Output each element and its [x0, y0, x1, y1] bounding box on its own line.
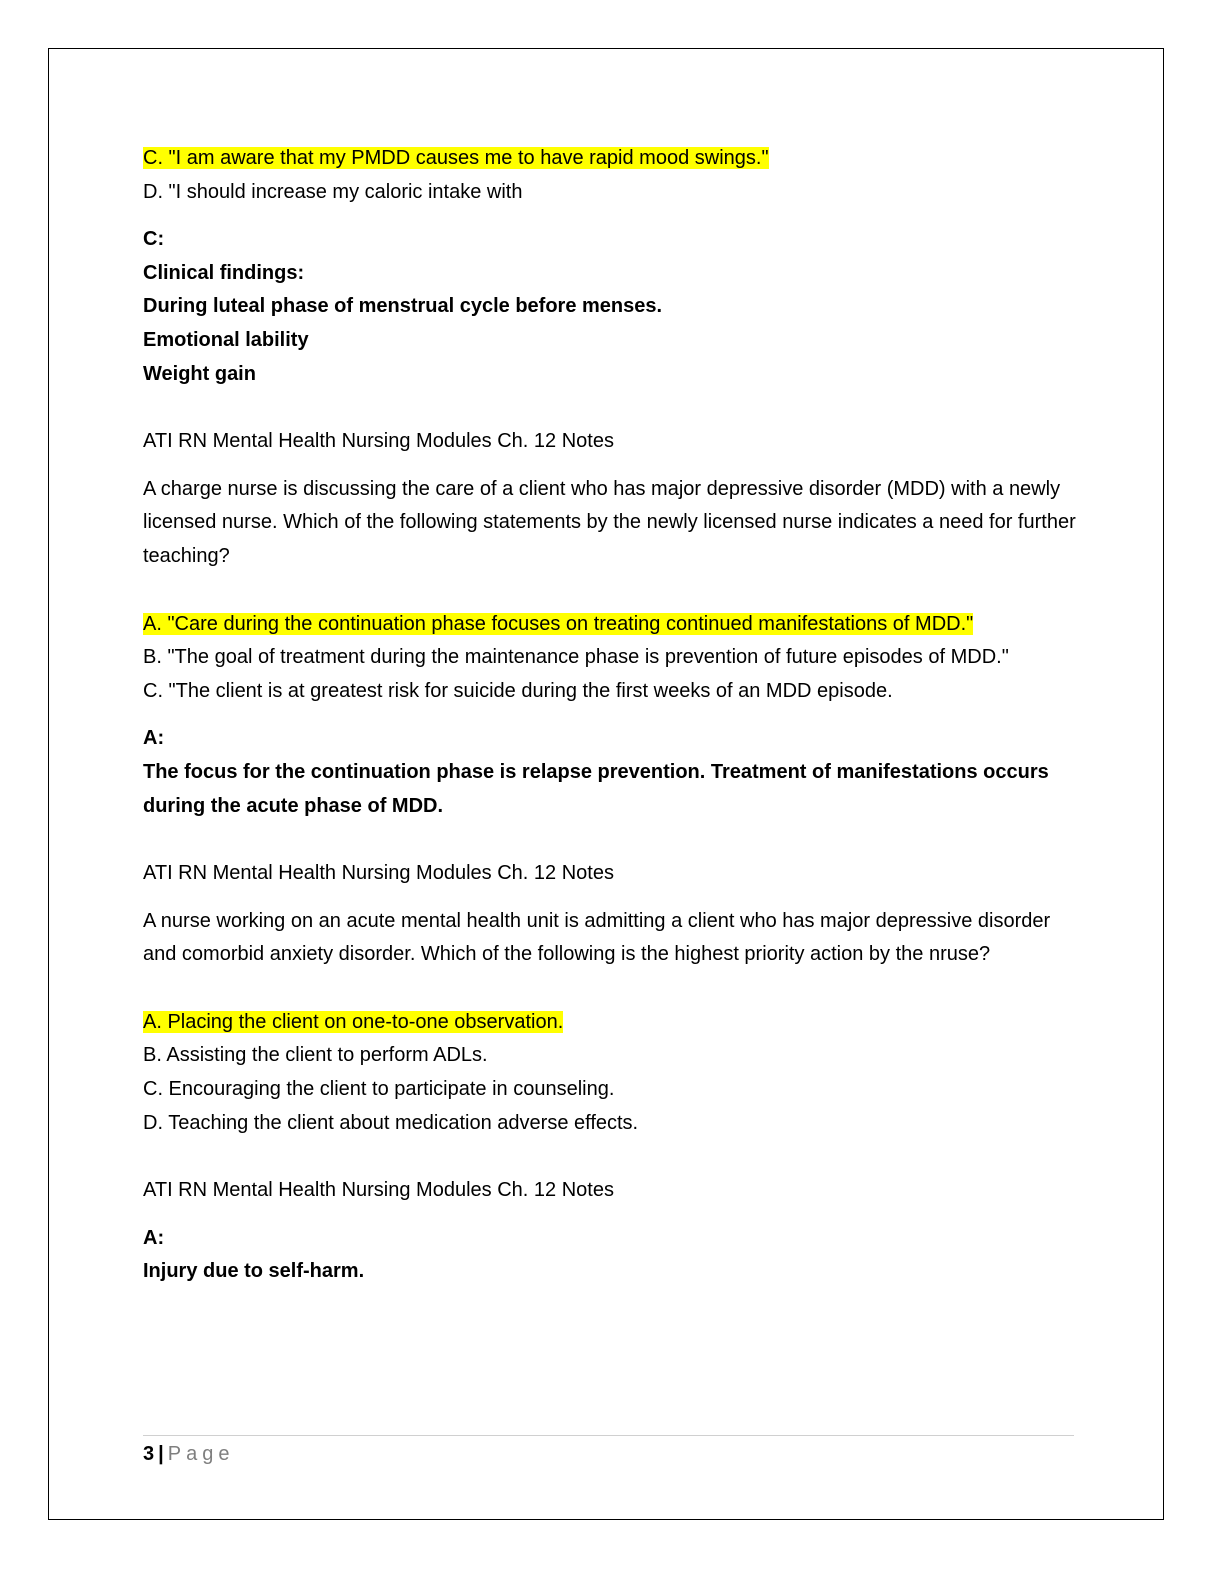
a3-label: A:	[143, 1226, 165, 1249]
q2-option-a	[143, 608, 1078, 642]
a2-label: A:	[143, 727, 165, 750]
footer-separator: |	[158, 1443, 164, 1465]
q1-option-d: D. "I should increase my caloric intake with	[143, 180, 523, 203]
source-reference: ATI RN Mental Health Nursing Modules Ch. 12 Notes	[143, 862, 614, 885]
source-reference: ATI RN Mental Health Nursing Modules Ch. 12 Notes	[143, 430, 614, 453]
document-body	[143, 142, 1078, 1289]
q3-option-c: C. Encouraging the client to participate in counseling.	[143, 1078, 615, 1101]
a1-line: During luteal phase of menstrual cycle before menses.	[143, 295, 663, 318]
q2-option-b: B. "The goal of treatment during the maintenance phase is prevention of future episodes of MDD."	[143, 646, 1009, 669]
page-footer	[143, 1440, 234, 1468]
answer-highlight: C. "I am aware that my PMDD causes me to have rapid mood swings."	[143, 147, 769, 169]
page-number: 3	[143, 1443, 155, 1465]
q3-option-a	[143, 1006, 1078, 1040]
q2-option-c: C. "The client is at greatest risk for suicide during the first weeks of an MDD episode.	[143, 679, 893, 702]
q3-option-d: D. Teaching the client about medication adverse effects.	[143, 1111, 639, 1134]
q3-stem: A nurse working on an acute mental health unit is admitting a client who has major depressive disorder and comorbid anxiety disorder. Which of the following is the highest priority action by the nruse?	[143, 909, 1051, 966]
footer-divider	[143, 1435, 1074, 1436]
a1-line: Weight gain	[143, 362, 256, 385]
a1-label: C:	[143, 228, 165, 251]
q3-option-b: B. Assisting the client to perform ADLs.	[143, 1044, 488, 1067]
a3-rationale: Injury due to self-harm.	[143, 1260, 365, 1283]
a1-line: Clinical findings:	[143, 261, 305, 284]
page-label: Page	[167, 1443, 235, 1465]
q1-option-c	[143, 142, 1078, 176]
answer-highlight: A. Placing the client on one-to-one observation.	[143, 1010, 564, 1033]
source-reference: ATI RN Mental Health Nursing Modules Ch. 12 Notes	[143, 1179, 614, 1202]
q2-stem: A charge nurse is discussing the care of a client who has major depressive disorder (MDD) with a newly licensed nurse. Which of the following statements by the newly licensed nurse indicates a need for further teaching?	[143, 477, 1076, 567]
answer-highlight: A. "Care during the continuation phase focuses on treating continued manifestations of MDD."	[143, 612, 974, 635]
a1-line: Emotional lability	[143, 328, 309, 351]
a2-rationale: The focus for the continuation phase is relapse prevention. Treatment of manifestations occurs during the acute phase of MDD.	[143, 760, 1049, 817]
